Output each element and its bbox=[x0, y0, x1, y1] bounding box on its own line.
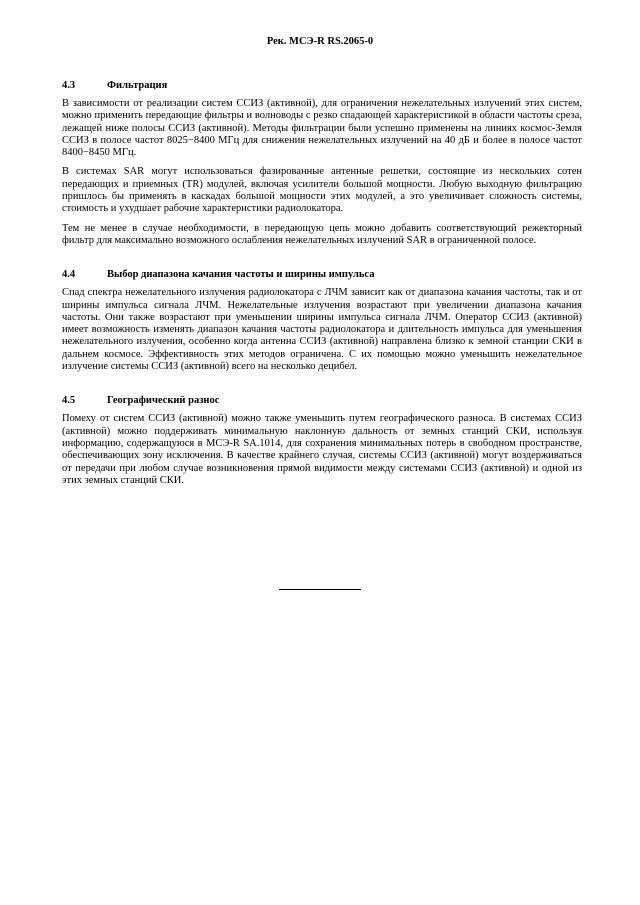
paragraph: Спад спектра нежелательного излучения радиолокатора с ЛЧМ зависит как от диапазона качания частоты, так и от ширины импульса сигнала ЛЧМ. Нежелательные излучения возрастают при увеличении диапазона качания частоты. Они также возрастают при уменьшении ширины импульса сигнала ЛЧМ. Оператор ССИЗ (активной) имеет возможность изменять диапазон качания частоты радиолокатора и длительность импульса для уменьшения нежелательного излучения, особенно когда антенна ССИЗ (активной) направлена близко к земной станции СКИ в дальнем космосе. Эффективность этих методов ограничена. С их помощью можно уменьшить нежелательное излучение системы ССИЗ (активной) всего на несколько децибел. bbox=[62, 287, 582, 373]
section-spacer bbox=[62, 380, 582, 394]
paragraph: Помеху от систем ССИЗ (активной) можно также уменьшить путем географического разноса. В системах ССИЗ (активной) можно поддерживать минимальную наклонную дальность от земных станций СКИ, используя информацию, содержащуюся в МСЭ-R SA.1014, для сохранения минимальных потерь в свободном пространстве, обеспечивающих зону исключения. В качестве крайнего случая, системы ССИЗ (активной) могут воздерживаться от передачи при любом случае возникновения прямой видимости между системами ССИЗ (активной) и одной из этих земных станций СКИ. bbox=[62, 413, 582, 486]
paragraph: В зависимости от реализации систем ССИЗ (активной), для ограничения нежелательных излучений этих систем, можно применить передающие фильтры и волноводы с резко спадающей характеристикой в области частоты среза, лежащей ниже полосы ССИЗ (активной). Методы фильтрации были успешно применены на линиях космос-Земля ССИЗ в полосе частот 8025−8400 МГц для снижения нежелательных излучений на 40 дБ и более в полосе частот 8400−8450 МГц. bbox=[62, 98, 582, 159]
section-title: Географический разнос bbox=[107, 395, 220, 407]
document-body bbox=[62, 79, 582, 494]
paragraph: Тем не менее в случае необходимости, в передающую цепь можно добавить соответствующий режекторный фильтр для максимально возможного ослабления нежелательных излучений SAR в ограниченной полосе. bbox=[62, 222, 582, 246]
section-spacer bbox=[62, 254, 582, 268]
section-title: Фильтрация bbox=[107, 80, 168, 91]
section-heading-4-4 bbox=[62, 268, 582, 281]
section-title: Выбор диапазона качания частоты и ширины импульса bbox=[107, 269, 375, 281]
section-number: 4.3 bbox=[62, 80, 76, 91]
running-header: Рек. МСЭ-R RS.2065-0 bbox=[266, 36, 374, 47]
section-number: 4.4 bbox=[62, 269, 76, 281]
section-heading-4-5 bbox=[62, 394, 582, 407]
section-heading-4-3 bbox=[62, 79, 582, 92]
section-number: 4.5 bbox=[62, 395, 76, 407]
end-of-text-rule bbox=[279, 589, 361, 590]
paragraph: В системах SAR могут использоваться фазированные антенные решетки, состоящие из нескольких сотен передающих и приемных (TR) модулей, включая усилители большой мощности. Любую выходную фильтрацию пришлось бы применять в каскадах большой мощности этих модулей, а это увеличивает сложность системы, стоимость и ухудшает рабочие характеристики радиолокатора. bbox=[62, 166, 582, 215]
